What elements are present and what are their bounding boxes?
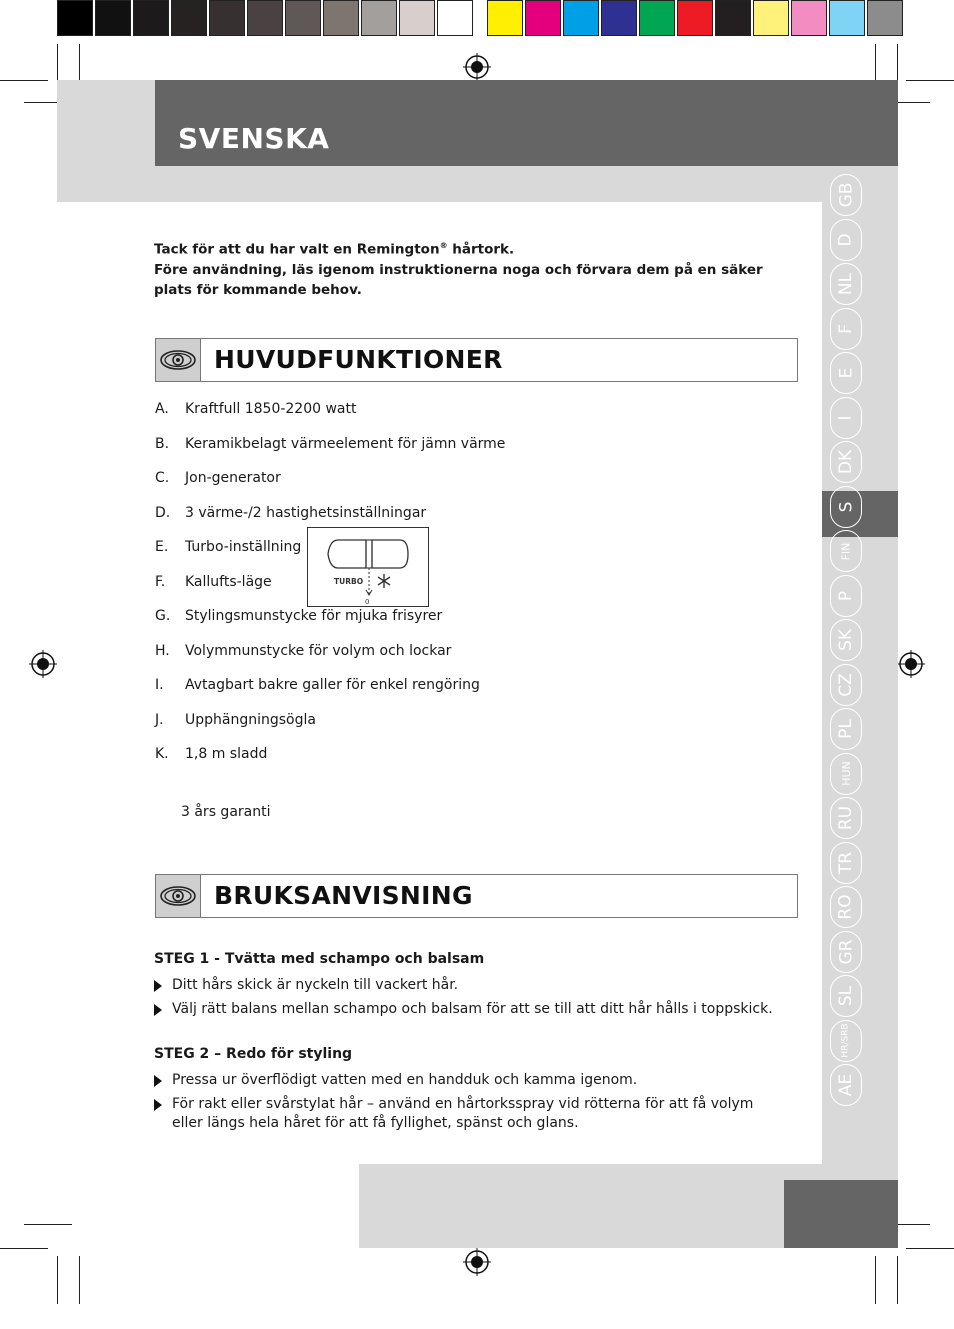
feature-letter: C.: [155, 470, 170, 486]
color-swatch: [601, 0, 637, 36]
language-tab-label: HUN: [839, 761, 853, 786]
triangle-bullet-icon: [154, 980, 162, 992]
language-tab-tr[interactable]: [830, 842, 862, 884]
language-tab-label: PL: [835, 719, 856, 739]
intro-line1: Tack för att du har valt en Remington: [154, 241, 440, 258]
language-tab-ae[interactable]: [830, 1064, 862, 1106]
zero-label: 0: [365, 598, 370, 606]
intro-line1-suffix: hårtork.: [447, 241, 515, 258]
bullet-text: Ditt hårs skick är nyckeln till vackert hår.: [172, 977, 459, 993]
registration-mark-icon: [463, 53, 491, 81]
feature-letter: G.: [155, 608, 171, 624]
triangle-bullet-icon: [154, 1099, 162, 1111]
color-swatch: [133, 0, 169, 36]
step-bullet: [154, 1071, 774, 1090]
section-header-instructions: [155, 874, 798, 918]
feature-text: Kallufts-läge: [185, 573, 272, 590]
language-tab-gb[interactable]: [830, 174, 862, 216]
section-title: BRUKSANVISNING: [214, 881, 473, 910]
registration-mark-icon: [897, 650, 925, 678]
language-tab-label: RO: [835, 894, 856, 920]
language-tab-label: GR: [836, 939, 856, 964]
crop-mark: [79, 1256, 80, 1304]
language-tab-dk[interactable]: [830, 441, 862, 483]
feature-letter: H.: [155, 642, 170, 659]
feature-text: Kraftfull 1850-2200 watt: [185, 401, 357, 417]
language-tab-label: CZ: [836, 672, 856, 697]
language-tab-label: E: [836, 367, 856, 379]
language-tab-label: DK: [836, 449, 856, 475]
intro-text: [154, 236, 774, 300]
page-number-box: [784, 1180, 898, 1248]
language-tab-pl[interactable]: [830, 708, 862, 750]
triangle-bullet-icon: [154, 1004, 162, 1016]
registration-mark-icon: [463, 1248, 491, 1276]
language-tab-label: D: [836, 232, 856, 247]
color-swatch: [829, 0, 865, 36]
language-tab-cz[interactable]: [830, 664, 862, 706]
bullet-text: Välj rätt balans mellan schampo och balsam för att se till att ditt hår hålls i toppskick.: [172, 1001, 773, 1017]
feature-text: Upphängningsögla: [185, 711, 316, 728]
step-heading: STEG 1 - Tvätta med schampo och balsam: [154, 951, 485, 967]
color-swatch: [57, 0, 93, 36]
language-tab-fin[interactable]: [830, 530, 862, 572]
language-tab-label: GB: [836, 182, 856, 208]
color-swatch: [399, 0, 435, 36]
crop-mark: [906, 1248, 954, 1249]
language-tab-label: I: [835, 414, 856, 421]
feature-item: [155, 746, 267, 762]
language-tab-label: RU: [835, 805, 856, 831]
feature-letter: K.: [155, 746, 169, 762]
feature-letter: A.: [155, 401, 169, 417]
feature-text: Jon-generator: [185, 470, 281, 486]
color-swatch: [437, 0, 473, 36]
color-swatch: [323, 0, 359, 36]
feature-text: Turbo-inställning: [185, 539, 302, 555]
crop-mark: [875, 1256, 876, 1304]
feature-item: [155, 574, 272, 590]
color-swatch: [563, 0, 599, 36]
feature-text: Keramikbelagt värmeelement för jämn värme: [185, 435, 506, 452]
feature-text: Volymmunstycke för volym och lockar: [185, 642, 452, 659]
language-tab-label: AE: [836, 1073, 856, 1097]
color-swatch: [285, 0, 321, 36]
language-tab-hun[interactable]: [830, 753, 862, 795]
intro-line2: Före användning, läs igenom instruktionerna noga och förvara dem på en säker plats för kommande behov.: [154, 261, 763, 298]
language-tab-label: SL: [835, 985, 856, 1007]
language-tab-gr[interactable]: [830, 931, 862, 973]
feature-letter: D.: [155, 504, 171, 521]
language-tab-hr-srb[interactable]: [830, 1020, 862, 1062]
language-tab-label: HR/SRB: [840, 1023, 851, 1058]
language-tab-label: NL: [835, 272, 856, 296]
section-title: HUVUDFUNKTIONER: [214, 345, 503, 374]
language-tab-label: TR: [835, 851, 856, 874]
print-color-bar: [57, 0, 905, 38]
step-bullet: [154, 976, 774, 995]
crop-mark: [906, 80, 954, 81]
feature-item: [155, 608, 442, 624]
language-tab-f[interactable]: [830, 308, 862, 350]
color-swatch: [525, 0, 561, 36]
feature-letter: B.: [155, 435, 170, 452]
color-swatch: [247, 0, 283, 36]
language-tab-d[interactable]: [830, 219, 862, 261]
crop-mark: [897, 1256, 898, 1304]
warranty-text: 3 års garanti: [181, 804, 271, 820]
language-tab-sl[interactable]: [830, 975, 862, 1017]
feature-item: [155, 712, 316, 728]
language-tab-s[interactable]: [830, 486, 862, 528]
feature-letter: E.: [155, 539, 169, 555]
step-bullet: [154, 1095, 774, 1133]
language-tab-sk[interactable]: [830, 619, 862, 661]
triangle-bullet-icon: [154, 1075, 162, 1087]
feature-text: Stylingsmunstycke för mjuka frisyrer: [185, 608, 443, 624]
language-tab-label: FIN: [839, 542, 853, 560]
crop-mark: [24, 1224, 72, 1225]
language-tab-i[interactable]: [830, 397, 862, 439]
registration-mark-icon: [29, 650, 57, 678]
feature-text: Avtagbart bakre galler för enkel rengöring: [185, 677, 480, 693]
turbo-button-diagram: [307, 527, 429, 607]
language-tab-ro[interactable]: [830, 886, 862, 928]
feature-item: [155, 643, 451, 659]
bullet-text: För rakt eller svårstylat hår – använd en hårtorksspray vid rötterna för att få volym eller längs hela håret för att få fyllighet, spänst och glans.: [172, 1096, 754, 1131]
page-title: SVENSKA: [178, 122, 330, 155]
eye-icon: [156, 339, 201, 381]
feature-item: [155, 436, 505, 452]
color-swatch: [171, 0, 207, 36]
color-swatch: [867, 0, 903, 36]
language-tab-p[interactable]: [830, 575, 862, 617]
language-tab-nl[interactable]: [830, 263, 862, 305]
eye-icon: [156, 875, 201, 917]
section-header-features: [155, 338, 798, 382]
crop-mark: [57, 1256, 58, 1304]
feature-item: [155, 401, 357, 417]
language-tab-label: F: [836, 323, 856, 334]
color-swatch: [209, 0, 245, 36]
color-swatch: [753, 0, 789, 36]
feature-item: [155, 539, 301, 555]
color-swatch: [361, 0, 397, 36]
feature-text: 3 värme-/2 hastighetsinställningar: [185, 504, 427, 521]
language-tab-label: S: [835, 501, 856, 512]
feature-item: [155, 470, 281, 486]
color-swatch: [639, 0, 675, 36]
step-heading: STEG 2 – Redo för styling: [154, 1046, 353, 1062]
step-bullet: [154, 1000, 774, 1019]
feature-letter: J.: [155, 711, 164, 728]
feature-item: [155, 505, 426, 521]
feature-text: 1,8 m sladd: [185, 746, 268, 762]
swatch-gap: [475, 0, 487, 38]
turbo-label: TURBO: [334, 577, 364, 586]
language-tab-label: P: [835, 590, 856, 601]
crop-mark: [0, 80, 48, 81]
language-tab-label: SK: [835, 629, 856, 651]
color-swatch: [677, 0, 713, 36]
registered-mark: ®: [439, 241, 448, 250]
bullet-text: Pressa ur överflödigt vatten med en handduk och kamma igenom.: [172, 1072, 638, 1088]
feature-item: [155, 677, 480, 693]
snowflake-icon: [378, 574, 390, 588]
feature-letter: I.: [155, 677, 164, 693]
language-tab-e[interactable]: [830, 352, 862, 394]
feature-letter: F.: [155, 573, 166, 590]
color-swatch: [791, 0, 827, 36]
color-swatch: [95, 0, 131, 36]
color-swatch: [715, 0, 751, 36]
crop-mark: [0, 1248, 48, 1249]
color-swatch: [487, 0, 523, 36]
language-tab-ru[interactable]: [830, 797, 862, 839]
